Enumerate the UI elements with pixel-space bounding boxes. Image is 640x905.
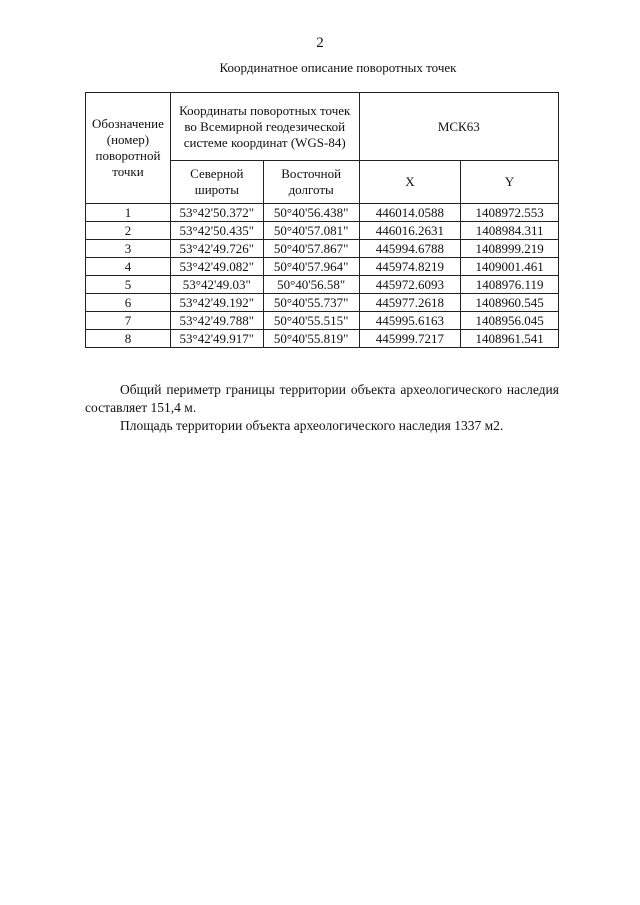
longitude-cell: 50°40'56.438" (263, 204, 359, 222)
x-cell: 445974.8219 (359, 258, 461, 276)
header-longitude: Восточной долготы (263, 161, 359, 204)
latitude-cell: 53°42'49.726" (170, 240, 263, 258)
y-cell: 1408961.541 (461, 330, 559, 348)
longitude-cell: 50°40'55.515" (263, 312, 359, 330)
longitude-cell: 50°40'57.964" (263, 258, 359, 276)
header-y: Y (461, 161, 559, 204)
y-cell: 1408984.311 (461, 222, 559, 240)
latitude-cell: 53°42'49.788" (170, 312, 263, 330)
table-row (86, 276, 559, 294)
x-cell: 446014.0588 (359, 204, 461, 222)
x-cell: 446016.2631 (359, 222, 461, 240)
header-point-label: Обозначение (номер) поворотной точки (86, 93, 171, 204)
latitude-cell: 53°42'49.03" (170, 276, 263, 294)
point-number-cell: 3 (86, 240, 171, 258)
point-number-cell: 5 (86, 276, 171, 294)
x-cell: 445977.2618 (359, 294, 461, 312)
perimeter-paragraph: Общий периметр границы территории объекта археологического наследия составляет 151,4 м. (85, 382, 559, 415)
point-number-cell: 6 (86, 294, 171, 312)
header-msk-group: МСК63 (359, 93, 558, 161)
latitude-cell: 53°42'49.082" (170, 258, 263, 276)
point-number-cell: 8 (86, 330, 171, 348)
latitude-cell: 53°42'49.192" (170, 294, 263, 312)
table-row (86, 222, 559, 240)
table-row (86, 240, 559, 258)
area-paragraph: Площадь территории объекта археологического наследия 1337 м2. (120, 418, 504, 433)
latitude-cell: 53°42'50.372" (170, 204, 263, 222)
latitude-cell: 53°42'50.435" (170, 222, 263, 240)
table-row (86, 312, 559, 330)
coordinates-table (85, 92, 559, 348)
point-number-cell: 2 (86, 222, 171, 240)
latitude-cell: 53°42'49.917" (170, 330, 263, 348)
header-wgs-group: Координаты поворотных точек во Всемирной геодезической системе координат (WGS-84) (170, 93, 359, 161)
longitude-cell: 50°40'55.819" (263, 330, 359, 348)
table-row (86, 294, 559, 312)
header-x: X (359, 161, 461, 204)
x-cell: 445994.6788 (359, 240, 461, 258)
x-cell: 445995.6163 (359, 312, 461, 330)
x-cell: 445999.7217 (359, 330, 461, 348)
y-cell: 1408956.045 (461, 312, 559, 330)
table-row (86, 330, 559, 348)
longitude-cell: 50°40'57.867" (263, 240, 359, 258)
longitude-cell: 50°40'55.737" (263, 294, 359, 312)
header-latitude: Северной широты (170, 161, 263, 204)
point-number-cell: 1 (86, 204, 171, 222)
longitude-cell: 50°40'56.58" (263, 276, 359, 294)
table-row (86, 258, 559, 276)
point-number-cell: 7 (86, 312, 171, 330)
document-title: Координатное описание поворотных точек (219, 60, 457, 75)
y-cell: 1408960.545 (461, 294, 559, 312)
x-cell: 445972.6093 (359, 276, 461, 294)
y-cell: 1408976.119 (461, 276, 559, 294)
longitude-cell: 50°40'57.081" (263, 222, 359, 240)
y-cell: 1408999.219 (461, 240, 559, 258)
page-number: 2 (316, 35, 324, 51)
table-row (86, 204, 559, 222)
point-number-cell: 4 (86, 258, 171, 276)
table-body (86, 204, 559, 348)
y-cell: 1409001.461 (461, 258, 559, 276)
y-cell: 1408972.553 (461, 204, 559, 222)
